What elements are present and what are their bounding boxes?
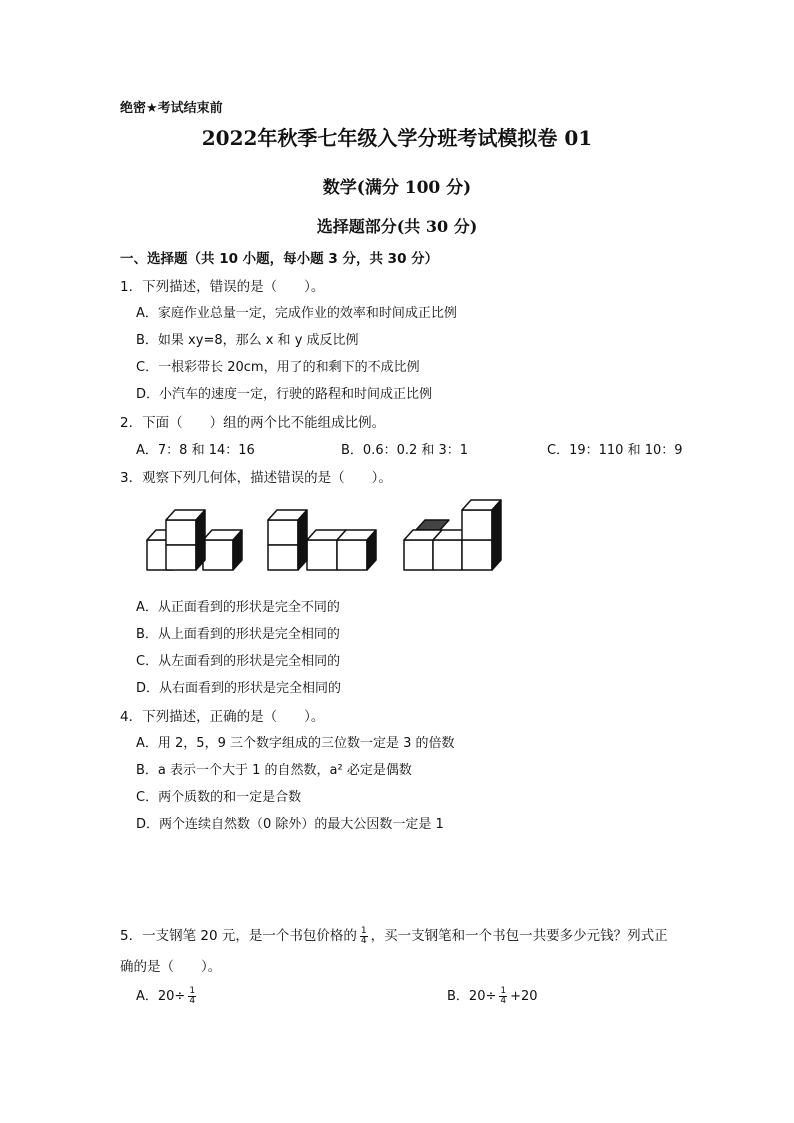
question-3-option-d: D．从右面看到的形状是完全相同的 bbox=[136, 681, 342, 696]
question-5-option-a bbox=[136, 985, 199, 1006]
question-4-option-b: B．a 表示一个大于 1 的自然数，a² 必定是偶数 bbox=[136, 763, 412, 778]
question-2-stem: 2．下面（ ）组的两个比不能组成比例。 bbox=[120, 415, 386, 431]
fraction-one-quarter bbox=[499, 987, 507, 1006]
question-5-option-a-text: A．20÷ bbox=[136, 989, 186, 1004]
question-5-option-b-suffix: +20 bbox=[510, 989, 538, 1004]
question-4-option-c: C．两个质数的和一定是合数 bbox=[136, 790, 302, 805]
question-4-stem: 4．下列描述，正确的是（ ）。 bbox=[120, 709, 325, 725]
fraction-one-quarter bbox=[188, 987, 196, 1006]
question-5-stem-start: 5．一支钢笔 20 元，是一个书包价格的 bbox=[120, 928, 357, 944]
page-title: 2022年秋季七年级入学分班考试模拟卷 01 bbox=[201, 126, 593, 150]
question-1-option-d: D．小汽车的速度一定，行驶的路程和时间成正比例 bbox=[136, 387, 433, 402]
question-4-option-d: D．两个连续自然数（0 除外）的最大公因数一定是 1 bbox=[136, 817, 444, 832]
fraction-numerator: 1 bbox=[189, 986, 196, 996]
fraction-numerator: 1 bbox=[500, 986, 507, 996]
fraction-denominator: 4 bbox=[360, 935, 367, 946]
question-3-option-b: B．从上面看到的形状是完全相同的 bbox=[136, 627, 340, 642]
question-5-stem-end: ，买一支钢笔和一个书包一共要多少元钱？列式正 bbox=[370, 928, 668, 944]
question-4-option-a: A．用 2，5，9 三个数字组成的三位数一定是 3 的倍数 bbox=[136, 736, 455, 751]
fraction-numerator: 1 bbox=[360, 925, 367, 936]
cube-solid-1 bbox=[147, 510, 242, 570]
question-1-option-b: B．如果 xy=8，那么 x 和 y 成反比例 bbox=[136, 333, 359, 348]
question-5-stem bbox=[120, 924, 668, 946]
section-heading: 选择题部分(共 30 分) bbox=[316, 217, 478, 236]
question-3-option-a: A．从正面看到的形状是完全不同的 bbox=[136, 600, 340, 615]
question-5-option-b bbox=[447, 985, 538, 1006]
question-2-option-b: B．0.6：0.2 和 3：1 bbox=[341, 443, 469, 458]
page-subtitle: 数学(满分 100 分) bbox=[322, 178, 472, 198]
cube-solid-2 bbox=[268, 510, 376, 570]
question-2-option-c: C．19：110 和 10：9 bbox=[547, 443, 683, 458]
fraction-denominator: 4 bbox=[500, 996, 507, 1006]
fraction-denominator: 4 bbox=[189, 996, 196, 1006]
question-3-stem: 3．观察下列几何体，描述错误的是（ ）。 bbox=[120, 470, 392, 486]
part-heading: 一、选择题（共 10 小题，每小题 3 分，共 30 分） bbox=[120, 251, 439, 267]
confidential-label: 绝密★考试结束前 bbox=[120, 101, 223, 116]
question-5-option-b-text: B．20÷ bbox=[447, 989, 497, 1004]
question-1-option-c: C．一根彩带长 20cm，用了的和剩下的不成比例 bbox=[136, 360, 420, 375]
question-1-option-a: A．家庭作业总量一定，完成作业的效率和时间成正比例 bbox=[136, 306, 457, 321]
question-1-stem: 1．下列描述，错误的是（ ）。 bbox=[120, 279, 325, 295]
question-3-option-c: C．从左面看到的形状是完全相同的 bbox=[136, 654, 341, 669]
question-5-stem-line2: 确的是（ ）。 bbox=[120, 959, 222, 975]
question-2-option-a: A．7：8 和 14：16 bbox=[136, 443, 255, 458]
cube-solid-3 bbox=[404, 500, 501, 570]
geometric-solids-figure bbox=[140, 497, 510, 581]
fraction-one-quarter bbox=[360, 927, 368, 946]
